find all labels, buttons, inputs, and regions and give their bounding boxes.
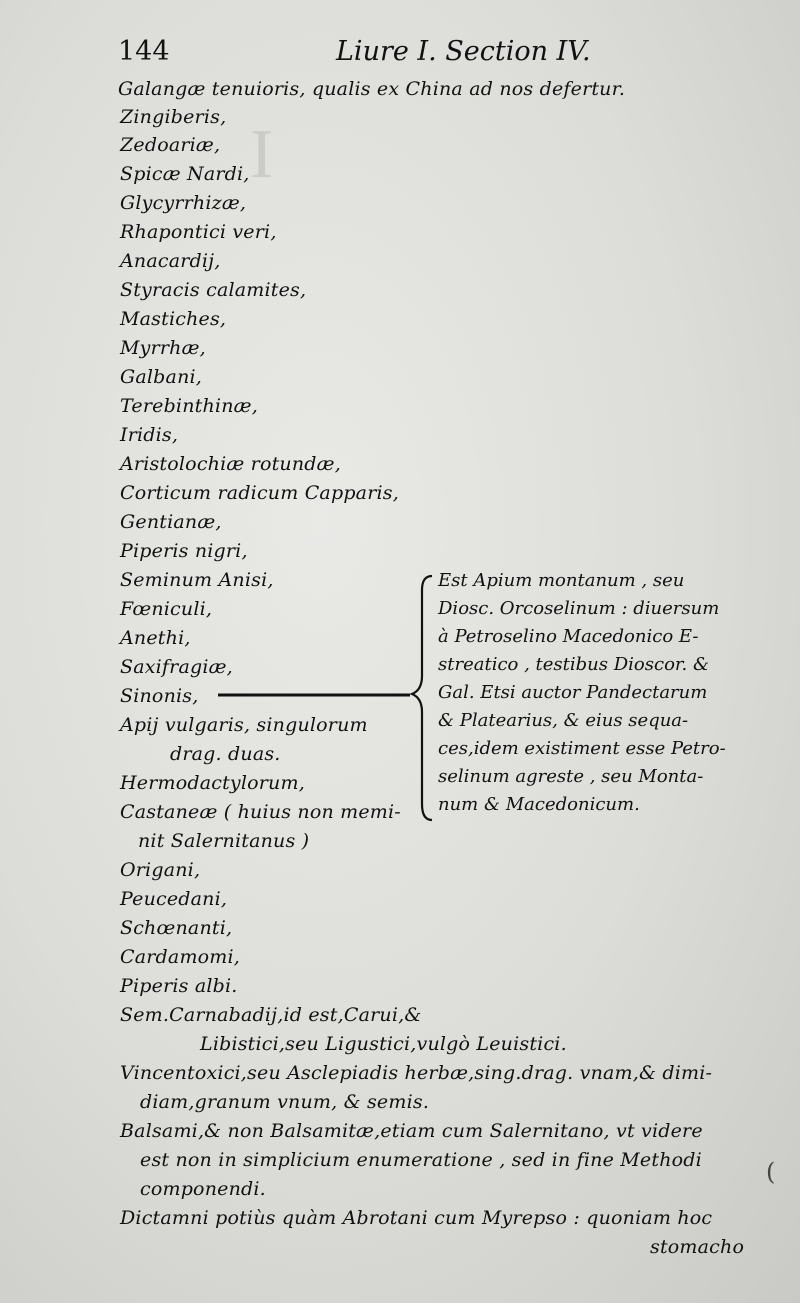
note-line: Diosc. Orcoselinum : diuersum (438, 598, 720, 619)
list-item: Zedoariæ, (120, 134, 221, 156)
list-item: Piperis nigri, (120, 540, 248, 562)
note-line: ces,idem existiment esse Petro- (438, 738, 726, 759)
note-line: & Platearius, & eius sequa- (438, 710, 689, 731)
list-item: Sinonis, (120, 685, 199, 707)
note-line: à Petroselino Macedonico E- (438, 626, 699, 647)
list-item: Vincentoxici,seu Asclepiadis herbæ,sing.drag. vnam,& dimi- (120, 1062, 713, 1084)
list-item: Dictamni potiùs quàm Abrotani cum Myrepso : quoniam hoc (120, 1207, 713, 1229)
catchword: stomacho (650, 1236, 745, 1258)
list-item: diam,granum vnum, & semis. (140, 1091, 430, 1113)
list-item: Fœniculi, (120, 598, 213, 620)
list-item: Rhapontici veri, (120, 221, 277, 243)
list-item: Anethi, (120, 627, 191, 649)
book-page: I 144 Liure I. Section IV. Galangæ tenuioris, qualis ex China ad nos defertur. Zingiberis, Zedoariæ, Spicæ Nardi, Glycyrrhizæ, Rhapontici veri, Anacardij, Styracis calamites, Mastiches, Myrrhæ, Galbani, Terebinthinæ, Iridis, Aristolochiæ rotundæ, Corticum radicum Capparis, Gentianæ, Piperis nigri, Seminum Anisi, Fœniculi, Anethi, Saxifragiæ, Sinonis, Apij vulgaris, singulorum drag. duas. Hermodactylorum, Castaneæ ( huius non memi- nit Salernitanus ) Origani, Peucedani, Schœnanti, Cardamomi, Piperis albi. Sem.Carnabadij,id est,Carui,& Libistici,seu Ligustici,vulgò Leuistici. Vincentoxici,seu Asclepiadis herbæ,sing.drag. vnam,& dimi- diam,granum vnum, & semis. Balsami,& non Balsamitæ,etiam cum Salernitano, vt videre est non in simplicium enumeratione , sed in fine Methodi componendi. Dictamni potiùs quàm Abrotani cum Myrepso : quoniam hoc stomacho Est Apium montanum , seu Diosc. Orcoselinum : diuersum à Petroselino Macedonico E- streatico , testibus Dioscor. & Gal. Etsi auctor Pandectarum & Platearius, & eius sequa- ces,idem existiment esse Petro- selinum agreste , seu Monta- num & Macedonicum. ( (0, 0, 800, 1303)
list-item: Libistici,seu Ligustici,vulgò Leuistici. (200, 1033, 567, 1055)
list-item: Sem.Carnabadij,id est,Carui,& (120, 1004, 422, 1026)
note-line: selinum agreste , seu Monta- (438, 766, 704, 787)
list-item: Glycyrrhizæ, (120, 192, 247, 214)
list-item: Castaneæ ( huius non memi- (120, 801, 401, 823)
list-item: Schœnanti, (120, 917, 233, 939)
connector-rule (216, 688, 416, 700)
side-note (408, 568, 788, 828)
running-title: Liure I. Section IV. (336, 36, 591, 67)
list-item: Origani, (120, 859, 201, 881)
list-item: Spicæ Nardi, (120, 163, 250, 185)
list-item: Apij vulgaris, singulorum (120, 714, 368, 736)
list-item: Hermodactylorum, (120, 772, 305, 794)
list-item: Piperis albi. (120, 975, 238, 997)
margin-mark: ( (766, 1158, 776, 1186)
list-item: Corticum radicum Capparis, (120, 482, 399, 504)
curly-brace-icon (408, 568, 438, 830)
note-line: streatico , testibus Dioscor. & (438, 654, 709, 675)
list-item: Mastiches, (120, 308, 227, 330)
list-item: Anacardij, (120, 250, 221, 272)
list-item: est non in simplicium enumeratione , sed in fine Methodi (140, 1149, 702, 1171)
list-item: Myrrhæ, (120, 337, 206, 359)
note-line: Gal. Etsi auctor Pandectarum (438, 682, 708, 703)
list-item: componendi. (140, 1178, 266, 1200)
list-item: Peucedani, (120, 888, 228, 910)
page-number: 144 (118, 36, 170, 67)
list-item: Galangæ tenuioris, qualis ex China ad nos defertur. (118, 78, 626, 100)
list-item: Styracis calamites, (120, 279, 307, 301)
list-item: Terebinthinæ, (120, 395, 258, 417)
list-item: Cardamomi, (120, 946, 241, 968)
list-item: Balsami,& non Balsamitæ,etiam cum Salernitano, vt videre (120, 1120, 703, 1142)
list-item: Saxifragiæ, (120, 656, 233, 678)
page-header (118, 36, 618, 70)
list-item: nit Salernitanus ) (138, 830, 310, 852)
list-item: Zingiberis, (120, 106, 227, 128)
list-item: Galbani, (120, 366, 203, 388)
list-item: Aristolochiæ rotundæ, (120, 453, 341, 475)
note-line: Est Apium montanum , seu (438, 570, 685, 591)
note-line: num & Macedonicum. (438, 794, 640, 815)
list-item: Iridis, (120, 424, 179, 446)
list-item: drag. duas. (170, 743, 281, 765)
list-item: Seminum Anisi, (120, 569, 274, 591)
list-item: Gentianæ, (120, 511, 222, 533)
